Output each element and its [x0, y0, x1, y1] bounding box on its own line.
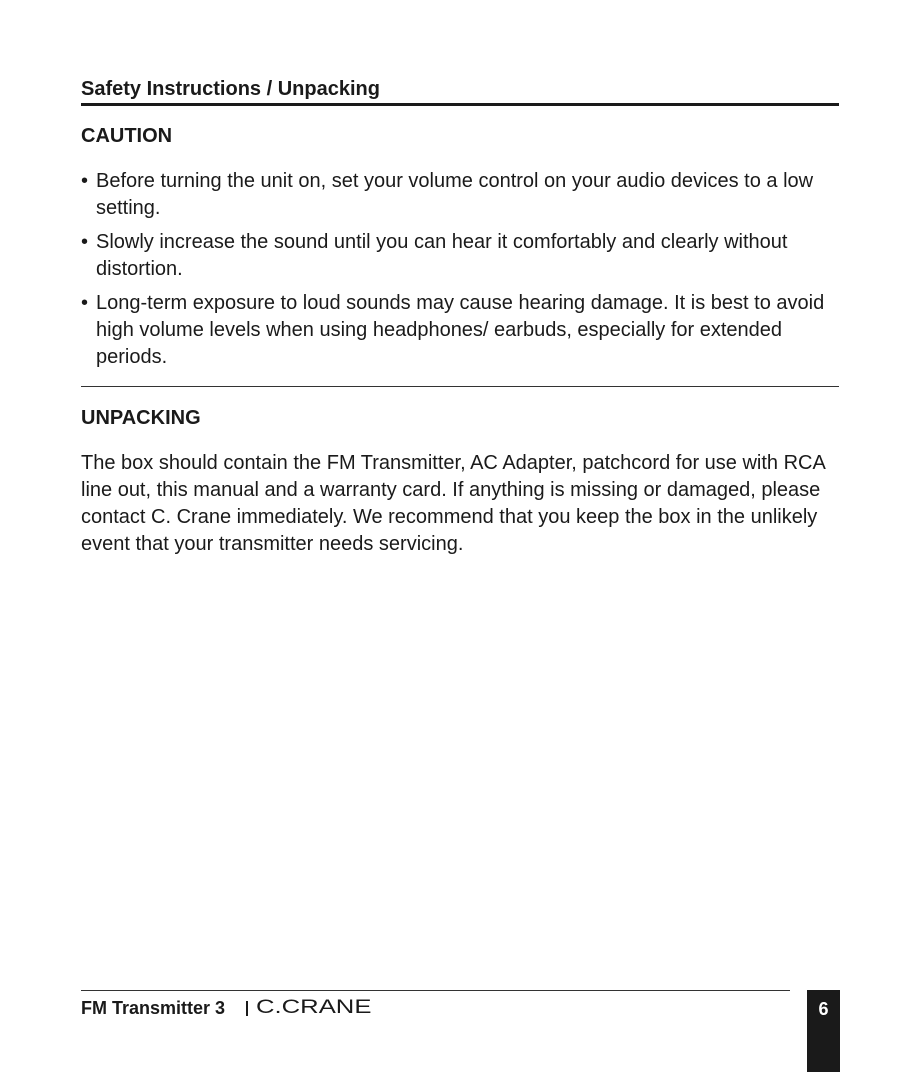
- page-number: 6: [818, 999, 829, 1019]
- caution-item: • Slowly increase the sound until you can hear it comfortably and clearly without distortion.: [81, 229, 841, 283]
- caution-item: • Before turning the unit on, set your volume control on your audio devices to a low setting.: [81, 168, 841, 222]
- header-divider: [81, 103, 839, 106]
- section-divider: [81, 386, 839, 387]
- caution-item: • Long-term exposure to loud sounds may cause hearing damage. It is best to avoid high volume levels when using headphones/ earbuds, especially for extended periods.: [81, 290, 841, 371]
- section-title: Safety Instructions / Unpacking: [81, 78, 380, 100]
- unpacking-heading: UNPACKING: [81, 407, 201, 429]
- unpacking-paragraph: The box should contain the FM Transmitter, AC Adapter, patchcord for use with RCA line out, this manual and a warranty card. If anything is missing or damaged, please contact C. Crane immediately. We recommend that you keep the box in the unlikely event that your transmitter needs servicing.: [81, 452, 825, 555]
- footer-separator: [246, 1001, 248, 1016]
- caution-list: [81, 168, 841, 378]
- footer-product-name: FM Transmitter 3: [81, 998, 226, 1018]
- footer-divider: [81, 990, 790, 991]
- brand-logo: C.CRANE: [256, 997, 372, 1018]
- caution-heading: CAUTION: [81, 125, 173, 147]
